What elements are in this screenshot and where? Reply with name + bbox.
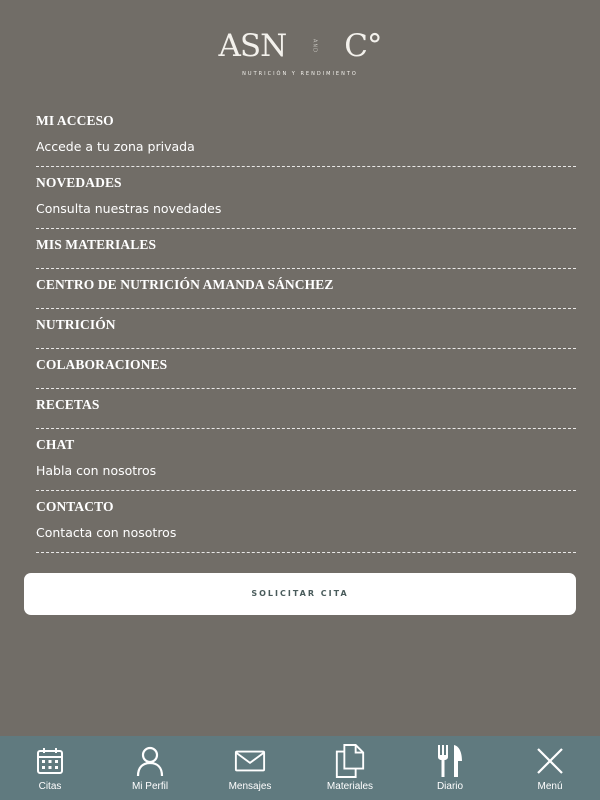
menu-item-colaboraciones[interactable] <box>36 349 576 389</box>
menu-item-recetas[interactable] <box>36 389 576 429</box>
envelope-icon <box>234 744 266 778</box>
menu-item-title: NUTRICIÓN <box>36 317 116 332</box>
brand-logo-right: C° <box>344 28 382 64</box>
brand-logo <box>0 28 600 84</box>
menu-item-title: NOVEDADES <box>36 175 122 190</box>
menu-item-title: COLABORACIONES <box>36 357 168 372</box>
menu-item-title: CENTRO DE NUTRICIÓN AMANDA SÁNCHEZ <box>36 277 334 292</box>
close-icon <box>534 744 566 778</box>
brand-logo-left: ASN <box>218 28 287 64</box>
tab-menu[interactable] <box>500 736 600 800</box>
tab-label: Mensajes <box>228 781 272 792</box>
menu-item-chat[interactable] <box>36 429 576 491</box>
documents-icon <box>334 744 366 778</box>
menu-item-subtitle: Accede a tu zona privada <box>36 139 195 154</box>
menu-item-novedades[interactable] <box>36 167 576 229</box>
menu-item-title: RECETAS <box>36 397 100 412</box>
menu-item-mi-acceso[interactable] <box>36 105 576 167</box>
menu-item-nutricion[interactable] <box>36 309 576 349</box>
tab-label: Citas <box>38 781 62 792</box>
menu-item-title: MI ACCESO <box>36 113 114 128</box>
user-icon <box>134 744 166 778</box>
tab-label: Mi Perfil <box>131 781 169 792</box>
tab-materiales[interactable] <box>300 736 400 800</box>
menu-item-title: MIS MATERIALES <box>36 237 157 252</box>
menu-item-mis-materiales[interactable] <box>36 229 576 269</box>
fork-knife-icon <box>434 744 466 778</box>
menu-item-title: CHAT <box>36 437 75 452</box>
tab-label: Menú <box>537 781 563 792</box>
bottom-tab-bar <box>0 736 600 800</box>
tab-mi-perfil[interactable] <box>100 736 200 800</box>
tab-mensajes[interactable] <box>200 736 300 800</box>
menu-item-subtitle: Consulta nuestras novedades <box>36 201 222 216</box>
menu-item-contacto[interactable] <box>36 491 576 553</box>
menu-item-subtitle: Contacta con nosotros <box>36 525 177 540</box>
brand-tagline: NUTRICIÓN Y RENDIMIENTO <box>242 71 358 77</box>
menu-item-title: CONTACTO <box>36 499 114 514</box>
tab-label: Diario <box>436 781 464 792</box>
main-menu <box>36 105 576 553</box>
menu-item-subtitle: Habla con nosotros <box>36 463 157 478</box>
calendar-icon <box>34 744 66 778</box>
tab-diario[interactable] <box>400 736 500 800</box>
request-appointment-button[interactable]: SOLICITAR CITA <box>24 573 576 615</box>
tab-citas[interactable] <box>0 736 100 800</box>
brand-logo-and: AND <box>311 38 318 53</box>
menu-item-centro-nutricion[interactable] <box>36 269 576 309</box>
tab-label: Materiales <box>326 781 374 792</box>
